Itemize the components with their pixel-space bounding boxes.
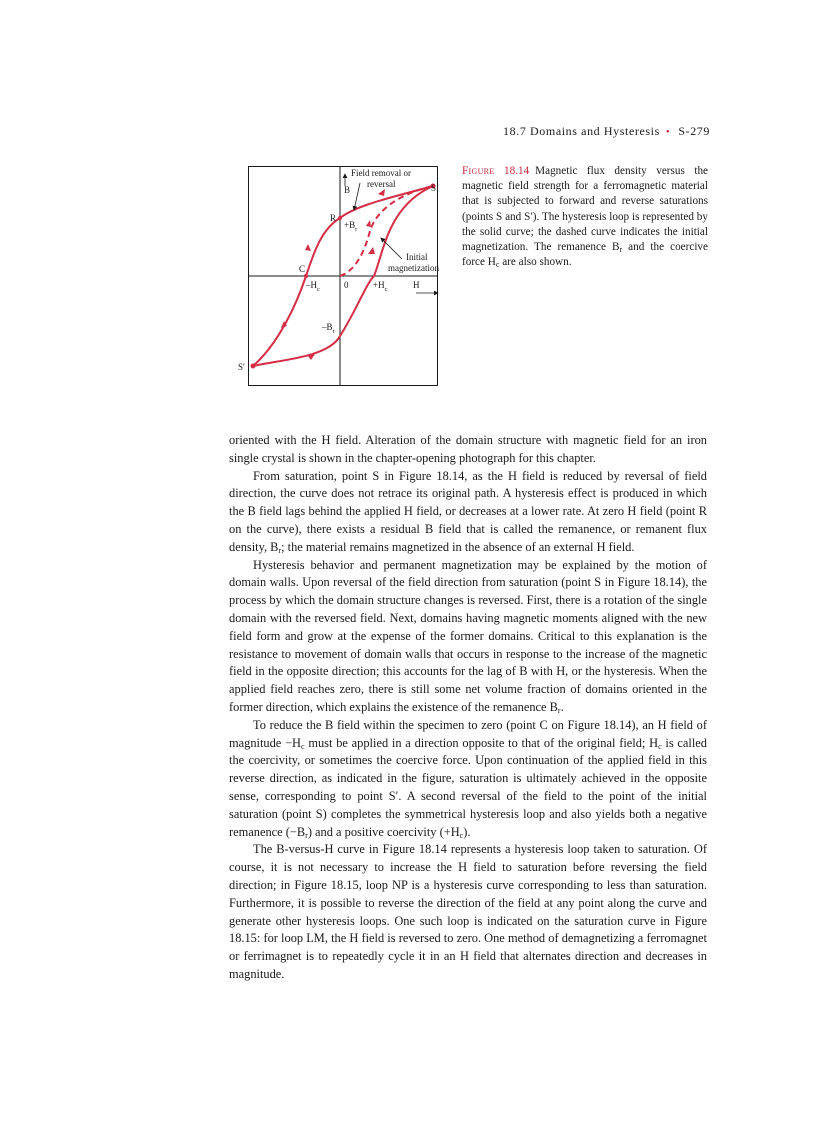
caption-label: Figure [462, 165, 495, 177]
label-plus-hc: $+H_c$ [373, 280, 388, 293]
paragraph: The B-versus-H curve in Figure 18.14 represents a hysteresis loop taken to saturation. Of course, it is not necessary to increase the H field to saturation before reversing the field direction; in Figure 18.15, loop NP is a hysteresis curve corresponding to less than saturation. Furthermore, it is possible to reverse the direction of the field at any point along the curve and generate other hysteresis loops. One such loop is indicated on the saturation curve in Figure 18.15: for loop LM, the H field is reversed to zero. One method of demagnetizing a ferromagnet or ferrimagnet is to repeatedly cycle it in an H field that alternates direction and decreases in magnitude. [229, 842, 707, 981]
arrow-icon [378, 189, 385, 196]
label-magnetization: magnetization [388, 263, 439, 273]
label-field-removal: Field removal or [351, 168, 411, 178]
running-head [470, 124, 710, 139]
label-plus-br: $+B_r$ [344, 220, 358, 233]
label-r: R [330, 213, 337, 223]
paragraph: To reduce the B field within the specimen to zero (point C on Figure 18.14), an H field of magnitude $-H_c$ must be applied in a direction opposite to that of the original field; $H_c$ is called the coercivity, or sometimes the coercive force. Upon continuation of the applied field in this reverse direction, as indicated in the figure, saturation is ultimately achieved in the opposite sense, corresponding to point S′. A second reversal of the field to the point of the initial saturation (point S) completes the symmetrical hysteresis loop and also yields both a negative remanence $(-B_r)$ and a positive coercivity $(+H_c)$. [229, 717, 708, 840]
label-reversal: reversal [367, 179, 396, 189]
arrow-icon [366, 220, 371, 227]
label-s: S [431, 183, 437, 193]
field-removal-pointer [354, 183, 360, 210]
label-zero: 0 [344, 280, 349, 290]
label-b: B [344, 185, 351, 195]
label-initial: Initial [406, 252, 428, 262]
paragraph: oriented with the H field. Alteration of the domain structure with magnetic field for an iron single crystal is shown in the chapter-opening photograph for this chapter. [229, 433, 707, 465]
label-h: H [413, 280, 420, 290]
label-minus-br: $-B_r$ [322, 322, 335, 335]
initial-magnetization-pointer [381, 238, 402, 259]
section-title: 18.7 Domains and Hysteresis [503, 124, 660, 138]
caption-number: 18.14 [503, 165, 530, 177]
label-c: C [299, 264, 306, 274]
hysteresis-diagram [238, 166, 439, 386]
page-number: S-279 [678, 124, 710, 138]
paragraph: From saturation, point S in Figure 18.14, as the H field is reduced by reversal of field direction, the curve does not retrace its original path. A hysteresis effect is produced in which the B field lags behind the applied H field, or decreases at a lower rate. At zero H field (point R on the curve), there exists a residual B field that is called the remanence, or remanent flux density, $B_r$; the material remains magnetized in the absence of an external H field. [229, 468, 707, 555]
body-text [229, 432, 707, 984]
arrow-icon [305, 244, 311, 251]
bullet-icon: • [665, 126, 671, 138]
paragraph: Hysteresis behavior and permanent magnetization may be explained by the motion of domain walls. Upon reversal of the field direction from saturation (point S in Figure 18.14), the process by which the domain structure changes is reversed. First, there is a rotation of the single domain with the reversed field. Next, domains having magnetic moments aligned with the new field form and grow at the expense of the former domains. Critical to this explanation is the resistance to movement of domain walls that occurs in response to the increase of the magnetic field in the opposite direction; this accounts for the lag of B with H, or the hysteresis. When the applied field reaches zero, there is still some net volume fraction of domains oriented in the former direction, which explains the existence of the remanence $B_r$. [229, 557, 707, 715]
label-s-prime: S' [238, 362, 245, 372]
point-s-prime [251, 364, 256, 369]
hysteresis-figure [238, 166, 439, 386]
point-r [338, 216, 342, 220]
label-minus-hc: $-H_c$ [306, 280, 320, 293]
figure-caption: Figure 18.14 Magnetic flux density versus the magnetic field strength for a ferromagnetic material that is subjected to forward and reverse saturations (points S and S′). The hysteresis loop is represented by the solid curve; the dashed curve indicates the initial magnetization. The remanence $B_r$ and the coercive force $H_c$ are also shown. [462, 165, 709, 270]
point-c [304, 274, 308, 278]
arrow-icon [368, 247, 375, 254]
